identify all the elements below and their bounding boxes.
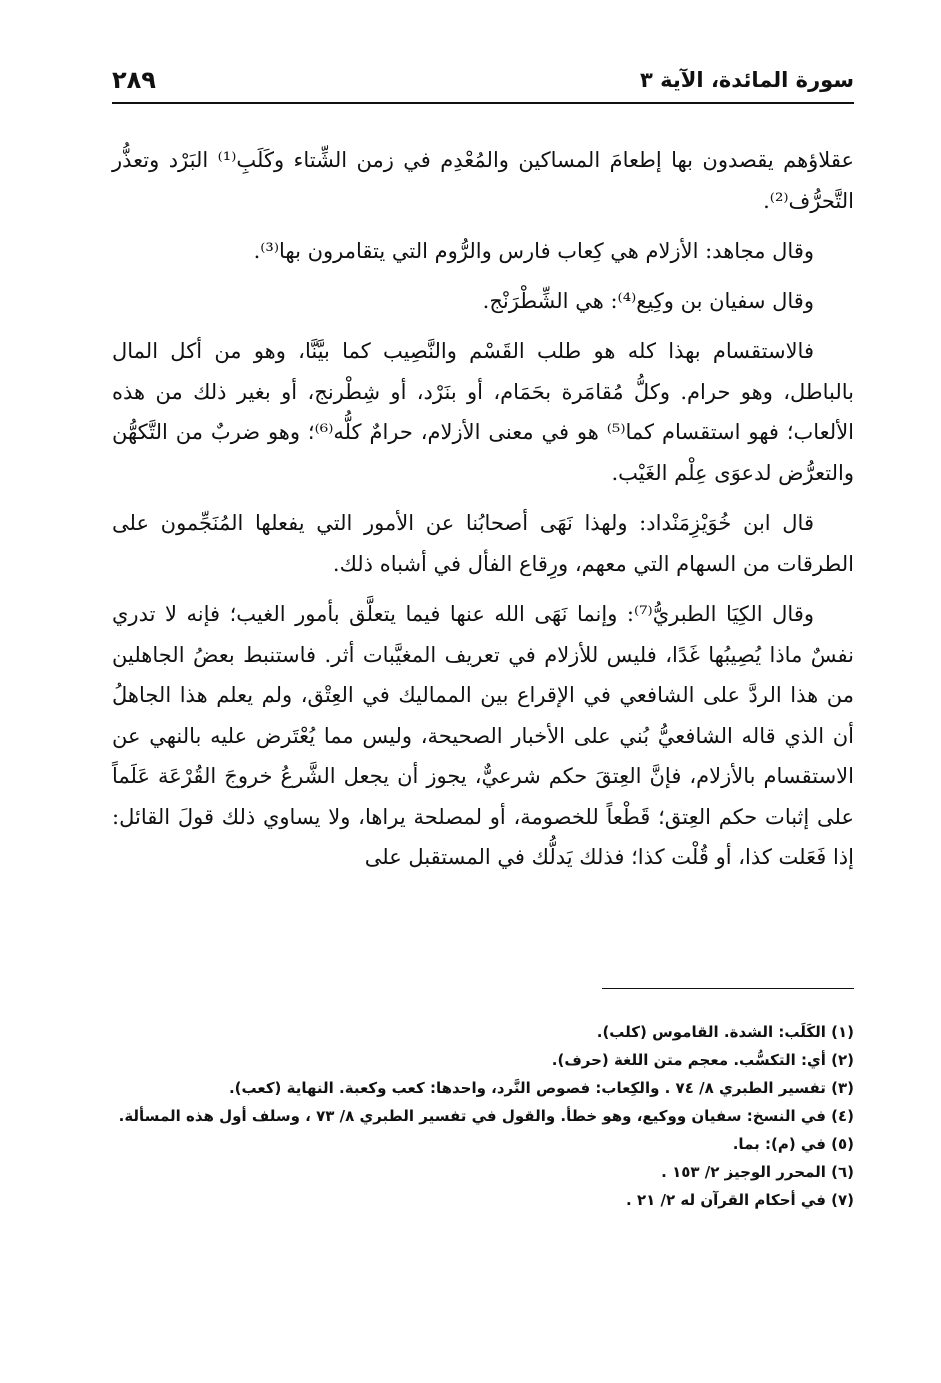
footnotes: [112, 1018, 854, 1214]
paragraph: وقال الكِيَا الطبريُّ⁽⁷⁾: وإنما نَهَى الله عنها فيما يتعلَّق بأمور الغيب؛ فإنه لا تدري نفسٌ ماذا يُصِيبُها غَدًا، فليس للأزلام في تعريف المغيَّبات أثر. فاستنبط بعضُ الجاهلين من هذا الردَّ على الشافعي في الإقراع بين المماليك في العِتْق، ولم يعلم هذا الجاهلُ أن الذي قاله الشافعيُّ بُني على الأخبار الصحيحة، وليس مما يُعْتَرض عليه بالنهي عن الاستقسام بالأزلام، فإنَّ العِتقَ حكم شرعيٌّ، يجوز أن يجعل الشَّرعُ خروجَ القُرْعَة عَلَماً على إثبات حكم العِتق؛ قَطْعاً للخصومة، أو لمصلحة يراها، ولا يساوي ذلك قولَ القائل: إذا فَعَلت كذا، أو قُلْت كذا؛ فذلك يَدلُّك في المستقبل على: [112, 602, 854, 869]
footnote: (٣) تفسير الطبري ٨/ ٧٤ . والكِعاب: فصوص النَّرد، واحدها: كعب وكعبة. النهاية (كعب).: [228, 1079, 854, 1097]
footnote: (٥) في (م): بما.: [732, 1135, 854, 1153]
main-text: [112, 140, 854, 877]
footnote: (٦) المحرر الوجيز ٢/ ١٥٣ .: [661, 1163, 854, 1181]
footnote: (٧) في أحكام القرآن له ٢/ ٢١ .: [626, 1191, 854, 1209]
footnote: (٢) أي: التكسُّب. معجم متن اللغة (حرف).: [551, 1051, 854, 1069]
paragraph: عقلاؤهم يقصدون بها إطعامَ المساكين والمُعْدِم في زمن الشِّتاء وكَلَبِ⁽¹⁾ البَرْد وتعذُّر التَّحرُّف⁽²⁾.: [112, 148, 854, 213]
footnote: (١) الكَلَب: الشدة. القاموس (كلب).: [596, 1023, 854, 1041]
page-number: ٢٨٩: [112, 66, 156, 94]
paragraph: فالاستقسام بهذا كله هو طلب القَسْم والنَّصِيب كما بيَّنَّا، وهو من أكل المال بالباطل، وهو حرام. وكلُّ مُقامَرة بحَمَام، أو بنَرْد، أو شِطْرنج، أو بغير ذلك من هذه الألعاب؛ فهو استقسام كما⁽⁵⁾ هو في معنى الأزلام، حرامٌ كلُّه⁽⁶⁾؛ وهو ضربٌ من التَّكهُّن والتعرُّض لدعوَى عِلْم الغَيْب.: [112, 339, 855, 485]
footnote: (٤) في النسخ: سفيان ووكيع، وهو خطأ. والقول في تفسير الطبري ٨/ ٧٣ ، وسلف أول هذه المسألة.: [118, 1107, 854, 1125]
paragraph: قال ابن خُوَيْزِمَنْداد: ولهذا نَهَى أصحابُنا عن الأمور التي يفعلها المُنَجِّمون على الطرقات من السهام التي معهم، ورِقاع الفأل في أشباه ذلك.: [112, 511, 854, 576]
paragraph: وقال سفيان بن وكِيع⁽⁴⁾: هي الشِّطْرَنْج.: [482, 289, 814, 313]
paragraph: وقال مجاهد: الأزلام هي كِعاب فارس والرُّوم التي يتقامرون بها⁽³⁾.: [253, 239, 814, 263]
header-divider: [112, 102, 854, 104]
running-title: سورة المائدة، الآية ٣: [640, 68, 854, 92]
page-header: [112, 62, 854, 102]
footnote-divider: [602, 988, 854, 989]
